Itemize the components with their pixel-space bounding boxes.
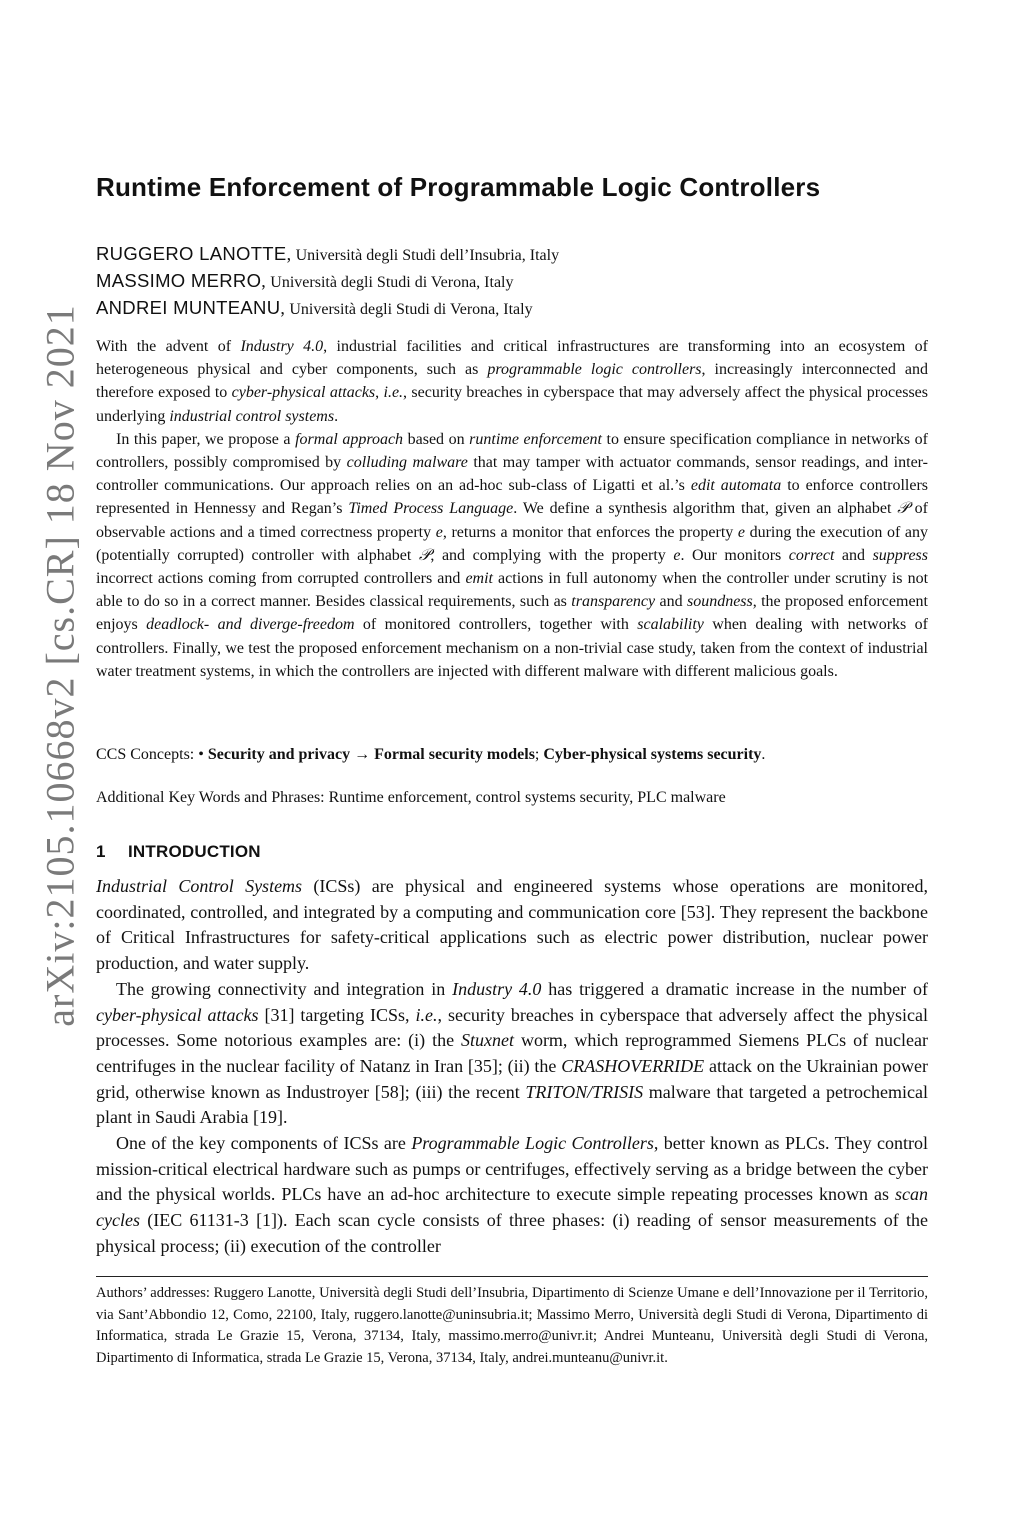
- italic-run: Industry 4.0: [452, 978, 542, 999]
- italic-run: Stuxnet: [461, 1030, 514, 1051]
- author-affiliation: Università degli Studi di Verona, Italy: [289, 301, 533, 318]
- section-title: INTRODUCTION: [128, 842, 261, 861]
- italic-run: Industrial Control Systems: [96, 876, 303, 896]
- italic-run: soundness: [686, 593, 753, 611]
- abstract-paragraph: In this paper, we propose a formal approach based on runtime enforcement to ensure specification compliance in networks of controllers, possibly compromised by colluding malware that may tamper with actuator commands, sensor readings, and inter-controller communications. Our approach relies on an ad-hoc sub-class of Ligatti et al.’s edit automata to enforce controllers represented in Hennessy and Regan’s Timed Process Language. We define a synthesis algorithm that, given an alphabet 𝒫 of observable actions and a timed correctness property e, returns a monitor that enforces the property e during the execution of any (potentially corrupted) controller with alphabet 𝒫, and complying with the property e. Our monitors correct and suppress incorrect actions coming from corrupted controllers and emit actions in full autonomy when the controller under scrutiny is not able to do so in a correct manner. Besides classical requirements, such as transparency and soundness, the proposed enforcement enjoys deadlock- and diverge-freedom of monitored controllers, together with scalability when dealing with networks of controllers. Finally, we test the proposed enforcement mechanism on a non-trivial case study, taken from the context of industrial water treatment systems, in which the controllers are injected with different malware with different malicious goals.: [96, 430, 929, 680]
- italic-run: transparency: [571, 593, 656, 611]
- italic-run: correct: [788, 546, 835, 564]
- author-entry: MASSIMO MERRO, Università degli Studi di Verona, Italy: [96, 270, 514, 291]
- author-affiliation: Università degli Studi di Verona, Italy: [270, 274, 514, 291]
- author-entry: RUGGERO LANOTTE, Università degli Studi dell’Insubria, Italy: [96, 243, 560, 264]
- intro-paragraph: One of the key components of ICSs are Programmable Logic Controllers, better known as PLCs. They control mission-critical electrical hardware such as pumps or centrifuges, effectively serving as a bridge between the cyber and the physical worlds. PLCs have an ad-hoc architecture to execute simple repeating processes known as scan cycles (IEC 61131-3 [1]). Each scan cycle consists of three phases: (i) reading of sensor measurements of the physical process; (ii) execution of the controller: [96, 1133, 928, 1256]
- footnote-text: Authors’ addresses: Ruggero Lanotte, Università degli Studi dell’Insubria, Dipartimento di Scienze Umane e dell’Innovazione per il Territorio, via Sant’Abbondio 12, Como, 22100, Italy, ruggero.lanotte@uninsubria.it; Massimo Merro, Università degli Studi di Verona, Dipartimento di Informatica, strada Le Grazie 15, Verona, 37134, Italy, massimo.merro@univr.it; Andrei Munteanu, Università degli Studi di Verona, Dipartimento di Informatica, strada Le Grazie 15, Verona, 37134, Italy, andrei.munteanu@univr.it.: [96, 1285, 928, 1366]
- italic-run: deadlock- and diverge-freedom: [146, 616, 355, 634]
- italic-run: formal approach: [295, 430, 404, 448]
- abstract: [96, 335, 928, 683]
- italic-run: i.e.: [383, 384, 404, 402]
- italic-run: scalability: [637, 616, 704, 634]
- italic-run: e: [435, 523, 443, 541]
- ccs-concepts: CCS Concepts: • Security and privacy → Formal security models; Cyber-physical systems security.: [96, 746, 766, 763]
- author-name: ANDREI MUNTEANU: [96, 297, 281, 318]
- italic-run: suppress: [872, 546, 928, 564]
- bold-run: Security and privacy: [207, 746, 351, 763]
- italic-run: Programmable Logic Controllers: [411, 1133, 654, 1154]
- bold-run: Cyber-physical systems security: [543, 746, 762, 763]
- italic-run: programmable logic controllers: [487, 361, 702, 379]
- italic-run: cyber-physical attacks: [96, 1004, 259, 1025]
- authors-addresses-footnote: [96, 1283, 928, 1369]
- section-number: 1: [96, 842, 106, 861]
- italic-run: e: [673, 546, 681, 564]
- italic-run: i.e.: [415, 1004, 438, 1025]
- intro-paragraph: The growing connectivity and integration in Industry 4.0 has triggered a dramatic increase in the number of cyber-physical attacks [31] targeting ICSs, i.e., security breaches in cyberspace that adversely affect the physical processes. Some notorious examples are: (i) the Stuxnet worm, which reprogrammed Siemens PLCs of nuclear centrifuges in the nuclear facility of Natanz in Iran [35]; (ii) the CRASHOVERRIDE attack on the Ukrainian power grid, otherwise known as Industroyer [58]; (iii) the recent TRITON/TRISIS malware that targeted a petrochemical plant in Saudi Arabia [19].: [96, 978, 929, 1128]
- abstract-paragraph: With the advent of Industry 4.0, industrial facilities and critical infrastructures are transforming into an ecosystem of heterogeneous physical and cyber components, such as programmable logic controllers, increasingly interconnected and therefore exposed to cyber-physical attacks, i.e., security breaches in cyberspace that may adversely affect the physical processes underlying industrial control systems.: [96, 338, 929, 425]
- keywords: Additional Key Words and Phrases: Runtime enforcement, control systems security, PLC malware: [96, 789, 726, 806]
- paper-title: Runtime Enforcement of Programmable Logic Controllers: [96, 172, 821, 202]
- bold-run: Formal security models: [374, 746, 535, 763]
- italic-run: cyber-physical attacks: [231, 384, 376, 402]
- italic-run: emit: [465, 570, 493, 588]
- italic-run: edit automata: [690, 477, 782, 495]
- introduction-body: [96, 874, 928, 1260]
- italic-run: TRITON/TRISIS: [525, 1081, 644, 1102]
- italic-run: Timed Process Language: [348, 500, 514, 518]
- arxiv-identifier: [20, 290, 100, 1040]
- author-list: [96, 241, 928, 322]
- italic-run: 𝒫: [897, 500, 909, 518]
- author-entry: ANDREI MUNTEANU, Università degli Studi di Verona, Italy: [96, 297, 533, 318]
- italic-run: 𝒫: [418, 546, 431, 564]
- footnote-rule: [96, 1276, 928, 1277]
- italic-run: e: [737, 523, 745, 541]
- author-name: MASSIMO MERRO: [96, 270, 262, 291]
- section-heading: [96, 842, 928, 862]
- italic-run: Industry 4.0: [240, 338, 324, 355]
- italic-run: colluding malware: [346, 454, 468, 472]
- italic-run: CRASHOVERRIDE: [561, 1055, 705, 1076]
- italic-run: industrial control systems: [169, 407, 335, 425]
- italic-run: runtime enforcement: [469, 430, 602, 448]
- author-affiliation: Università degli Studi dell’Insubria, Italy: [295, 247, 560, 264]
- author-name: RUGGERO LANOTTE: [96, 243, 287, 264]
- intro-paragraph: Industrial Control Systems (ICSs) are physical and engineered systems whose operations are monitored, coordinated, controlled, and integrated by a computing and communication core [53]. They represent the backbone of Critical Infrastructures for safety-critical applications such as electric power distribution, nuclear power production, and water supply.: [96, 876, 928, 974]
- arxiv-identifier-text: arXiv:2105.10668v2 [cs.CR] 18 Nov 2021: [37, 303, 83, 1027]
- italic-run: scan cycles: [96, 1184, 928, 1231]
